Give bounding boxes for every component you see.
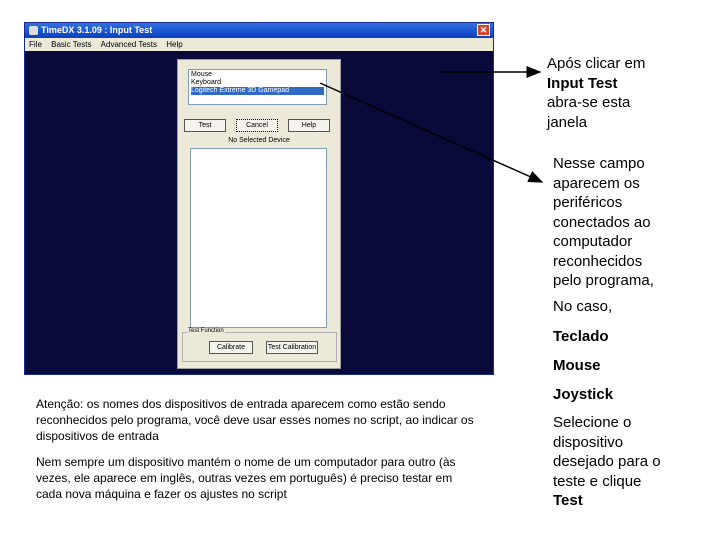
test-calibration-button[interactable]: Test Calibration (266, 341, 318, 354)
annotation-input-test: Input Test (547, 74, 618, 92)
calibrate-button[interactable]: Calibrate (209, 341, 253, 354)
arrow-to-device-list (320, 83, 542, 182)
menu-help[interactable]: Help (166, 40, 183, 49)
annotation-line: aparecem os (553, 174, 640, 192)
attention-note: Atenção: os nomes dos dispositivos de entrada aparecem como estão sendo reconhecidos pelo programa, você deve usar esses nomes no script, ao indicar os dispositivos de entrada (36, 397, 474, 443)
annotation-test-word: Test (553, 492, 583, 509)
annotation-line: reconhecidos (553, 252, 643, 270)
help-button[interactable]: Help (288, 119, 330, 132)
window-title: TimeDX 3.1.09 : Input Test (41, 25, 153, 35)
annotation-line: Após clicar em (547, 55, 646, 72)
test-button[interactable]: Test (184, 119, 226, 132)
annotation-line: computador (553, 233, 633, 250)
close-icon[interactable]: ✕ (477, 24, 490, 36)
annotation-line: desejado para o (553, 453, 661, 470)
select-annotation (553, 413, 718, 511)
selected-device-status: No Selected Device (228, 137, 290, 144)
annotation-line: Selecione o (553, 414, 632, 431)
device-item-gamepad[interactable]: Logitech Extreme 3D Gamepad (191, 87, 324, 95)
device-item-keyboard[interactable]: Keyboard (191, 79, 221, 86)
group-label: Test Function (188, 328, 224, 334)
annotation-line: periféricos (553, 194, 623, 211)
annotation-line: Nesse campo (553, 155, 645, 172)
input-test-annotation (547, 54, 645, 132)
menu-advanced-tests[interactable]: Advanced Tests (100, 40, 158, 49)
joystick-label: Joystick (553, 386, 614, 403)
no-caso-label: No caso, (553, 298, 613, 315)
annotation-line: teste e clique (553, 472, 642, 490)
cancel-button[interactable]: Cancel (236, 119, 278, 132)
teclado-label: Teclado (553, 328, 609, 345)
annotation-line: pelo programa, (553, 272, 654, 289)
device-item-mouse[interactable]: Mouse (191, 71, 213, 78)
menu-basic-tests[interactable]: Basic Tests (51, 40, 92, 49)
devices-annotation (553, 154, 718, 291)
mouse-label: Mouse (553, 357, 601, 374)
annotation-line: conectados ao (553, 213, 651, 231)
annotation-line: dispositivo (553, 433, 624, 451)
device-name-note: Nem sempre um dispositivo mantém o nome de um computador para outro (às vezes, ele aparece em inglês, outras vezes em português) é preciso testar em cada nova máquina e fazer os ajustes no script (36, 455, 456, 501)
annotation-line: janela (547, 113, 588, 131)
annotation-line: abra-se esta (547, 94, 631, 111)
menu-file[interactable]: File (29, 40, 42, 49)
